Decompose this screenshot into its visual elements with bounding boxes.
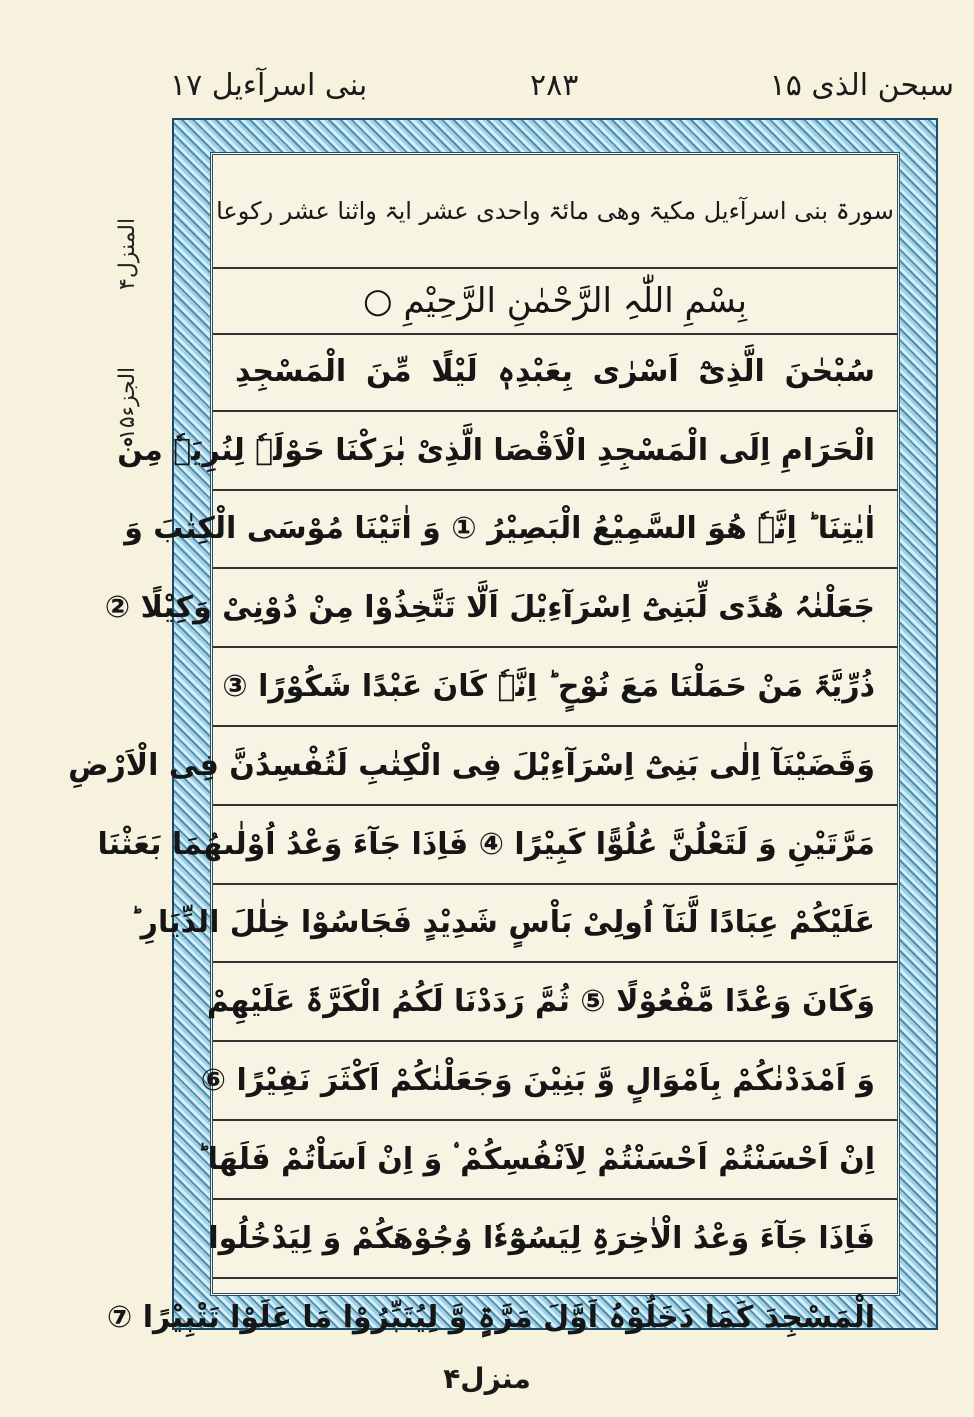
verse-line: اِنْ اَحْسَنْتُمْ اَحْسَنْتُمْ لِاَنْفُسِکُمْ ۟ وَ اِنْ اَسَاْتُمْ فَلَھَا ؕ bbox=[213, 1121, 897, 1200]
verse-line: عَلَیْکُمْ عِبَادًا لَّنَآ اُولِیْ بَاْسٍ شَدِیْدٍ فَجَاسُوْا خِلٰلَ الدِّیَارِ ؕ bbox=[213, 885, 897, 964]
verse-line: وَکَانَ وَعْدًا مَّفْعُوْلًا ⑤ ثُمَّ رَدَدْنَا لَکُمُ الْکَرَّۃَ عَلَیْھِمْ bbox=[213, 963, 897, 1042]
verse-line: الْمَسْجِدَ کَمَا دَخَلُوْہُ اَوَّلَ مَرَّۃٍ وَّ لِیُتَبِّرُوْا مَا عَلَوْا تَتْبِیْرًا ⑦ bbox=[106, 1300, 875, 1336]
verse-line: وَ اَمْدَدْنٰکُمْ بِاَمْوَالٍ وَّ بَنِیْنَ وَجَعَلْنٰکُمْ اَکْثَرَ نَفِیْرًا ⑥ bbox=[213, 1042, 897, 1121]
surah-name-header: بنی اسرآءیل ۱۷ bbox=[170, 68, 368, 103]
verse-line: اٰیٰتِنَا ؕ اِنَّہٗ ھُوَ السَّمِیْعُ الْبَصِیْرُ ① وَ اٰتَیْنَا مُوْسَی الْکِتٰبَ وَ bbox=[213, 491, 897, 570]
surah-header bbox=[213, 155, 897, 269]
page-number: ۲۸۳ bbox=[530, 68, 579, 103]
manzil-footer: منزل۴ bbox=[443, 1362, 531, 1395]
verse-line: الْحَرَامِ اِلَی الْمَسْجِدِ الْاَقْصَا الَّذِیْ بٰرَکْنَا حَوْلَہٗ لِنُرِیَہٗ مِنْ bbox=[213, 412, 897, 491]
bismillah: بِسْمِ اللّٰہِ الرَّحْمٰنِ الرَّحِیْمِ ○ bbox=[213, 267, 897, 335]
verse-line: جَعَلْنٰہُ ھُدًی لِّبَنِیْٓ اِسْرَآءِیْلَ اَلَّا تَتَّخِذُوْا مِنْ دُوْنِیْ وَکِیْلًا ② bbox=[213, 569, 897, 648]
page-header bbox=[0, 58, 974, 118]
juz-side-label: الجزء۱۵ bbox=[115, 366, 140, 440]
manzil-side-label: المنزل۴ bbox=[115, 217, 140, 290]
juz-name-header: سبحن الذی ۱۵ bbox=[769, 68, 954, 103]
verse-line: سُبْحٰنَ الَّذِیْٓ اَسْرٰی بِعَبْدِہٖ لَیْلًا مِّنَ الْمَسْجِدِ bbox=[213, 333, 897, 412]
verse-line: فَاِذَا جَآءَ وَعْدُ الْاٰخِرَۃِ لِیَسُوْٓءٗا وُجُوْھَکُمْ وَ لِیَدْخُلُوا bbox=[213, 1200, 897, 1279]
verse-line: وَقَضَیْنَآ اِلٰی بَنِیْٓ اِسْرَآءِیْلَ فِی الْکِتٰبِ لَتُفْسِدُنَّ فِی الْاَرْضِ bbox=[213, 727, 897, 806]
verse-line: مَرَّتَیْنِ وَ لَتَعْلُنَّ عُلُوًّا کَبِیْرًا ④ فَاِذَا جَآءَ وَعْدُ اُوْلٰىھُمَا بَعَثْنَا bbox=[213, 806, 897, 885]
page-footer bbox=[0, 1362, 974, 1395]
surah-title: سورۃ بنی اسرآءیل مکیۃ وھی مائۃ واحدی عشر ایۃ واثنا عشر رکوعا bbox=[216, 197, 894, 225]
verse-line: ذُرِّیَّۃَ مَنْ حَمَلْنَا مَعَ نُوْحٍ ؕ اِنَّہٗ کَانَ عَبْدًا شَکُوْرًا ③ bbox=[213, 648, 897, 727]
